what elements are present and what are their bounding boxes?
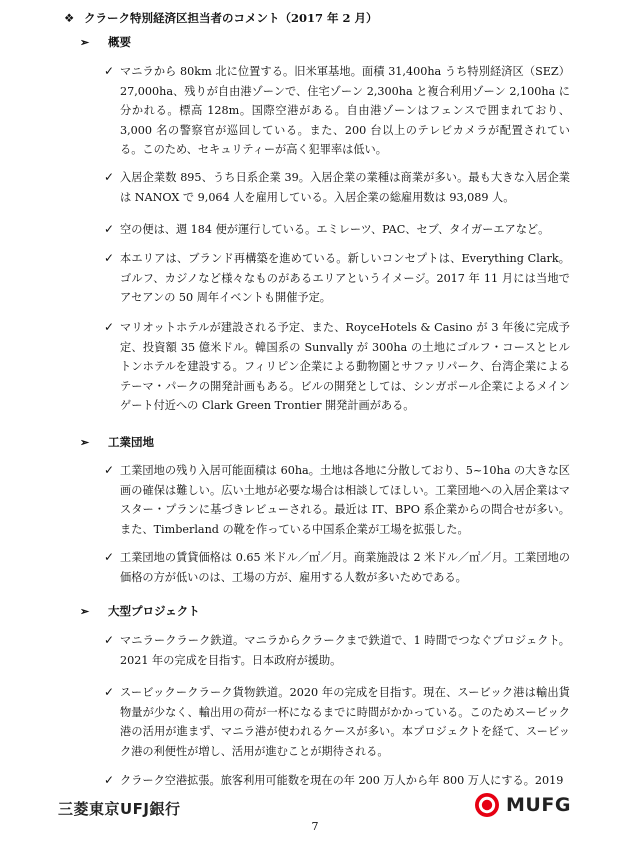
list-item [104,249,570,308]
check-icon: ✓ [104,773,115,787]
mufg-logo [474,792,571,818]
check-icon: ✓ [104,550,115,564]
subsection-overview-heading [80,34,131,50]
list-item-text: 工業団地の賃貸価格は 0.65 米ドル／㎡／月。商業施設は 2 米ドル／㎡／月。工業団地の価格の方が低いのは、工場の方が、雇用する人数が多いためである。 [120,551,570,584]
list-item [104,461,570,539]
list-item [104,548,570,587]
check-icon: ✓ [104,251,115,265]
check-icon: ✓ [104,463,115,477]
subsection-projects-heading [80,603,200,619]
list-item-text: 工業団地の残り入居可能面積は 60ha。土地は各地に分散しており、5~10ha の大きな区画の確保は難しい。広い土地が必要な場合は相談してほしい。工業団地への入居企業はマスター・プランに基づきレビューされる。最近は IT、BPO 系企業からの問合せが多い。また、Timberland の靴を作っている中国系企業が工場を拡張した。 [120,464,570,536]
mufg-logo-text: MUFG [506,794,571,816]
mufg-circle-icon [474,792,500,818]
check-icon: ✓ [104,64,115,78]
check-icon: ✓ [104,633,115,647]
list-item [104,318,570,416]
check-icon: ✓ [104,170,115,184]
check-icon: ✓ [104,320,115,334]
list-item [104,220,570,240]
list-item [104,771,570,791]
list-item-text: 本エリアは、ブランド再構築を進めている。新しいコンセプトは、Everything Clark。ゴルフ、カジノなど様々なものがあるエリアというイメージ。2017 年 11 月には当地でアセアンの 50 周年イベントも開催予定。 [120,252,570,304]
list-item-text: スービックークラーク貨物鉄道。2020 年の完成を目指す。現在、スービック港は輸出貨物量が少なく、輸出用の荷が一杯になるまでに時間がかかっている。このためスービック港の活用が進まず、マニラ港が使われるケースが多い。本プロジェクトを経て、スービック港の利便性が増し、活用が進むことが期待される。 [120,686,570,758]
list-item [104,683,570,761]
section-heading [64,10,378,26]
subsection-title: 工業団地 [108,435,155,449]
page-number: 7 [311,820,319,833]
list-item [104,62,570,160]
bank-name: 三菱東京UFJ銀行 [58,800,181,818]
check-icon: ✓ [104,222,115,236]
list-item-text: 空の便は、週 184 便が運行している。エミレーツ、PAC、セブ、タイガーエアなど。 [120,223,550,236]
diamond-bullet-icon: ❖ [64,11,75,25]
arrow-bullet-icon: ➢ [80,436,90,449]
list-item-text: 入居企業数 895、うち日系企業 39。入居企業の業種は商業が多い。最も大きな入居企業は NANOX で 9,064 人を雇用している。入居企業の総雇用数は 93,089 人。 [120,171,570,204]
list-item [104,168,570,207]
list-item-text: マリオットホテルが建設される予定、また、RoyceHotels & Casino が 3 年後に完成予定、投資額 35 億米ドル。韓国系の Sunvally が 300ha の土地にゴルフ・コースとヒルトンホテルを建設する。フィリピン企業による動物園とサファリパーク、台湾企業によるテーマ・パークの開発計画もある。ビルの開発としては、シンガポール企業によるメインゲート付近への Clark Green Trontier 開発計画がある。 [120,321,570,412]
heading-title: クラーク特別経済区担当者のコメント（2017 年 2 月） [84,11,378,25]
list-item-text: マニラから 80km 北に位置する。旧米軍基地。面積 31,400ha うち特別経済区（SEZ）27,000ha、残りが自由港ゾーンで、住宅ゾーン 2,300ha と複合利用ゾーン 2,100ha に分かれる。標高 128m。国際空港がある。自由港ゾーンはフェンスで囲まれており、3,000 名の警察官が巡回している。また、200 台以上のテレビカメラが配置されている。このため、セキュリティーが高く犯罪率は低い。 [120,65,570,156]
subsection-title: 大型プロジェクト [108,604,200,618]
list-item-text: マニラークラーク鉄道。マニラからクラークまで鉄道で、1 時間でつなぐプロジェクト。2021 年の完成を目指す。日本政府が援助。 [120,634,570,667]
arrow-bullet-icon: ➢ [80,605,90,618]
subsection-industrial-heading [80,434,154,450]
list-item [104,631,570,670]
check-icon: ✓ [104,685,115,699]
arrow-bullet-icon: ➢ [80,36,90,49]
list-item-text: クラーク空港拡張。旅客利用可能数を現在の年 200 万人から年 800 万人にする。2019 [120,774,564,787]
subsection-title: 概要 [108,35,132,49]
